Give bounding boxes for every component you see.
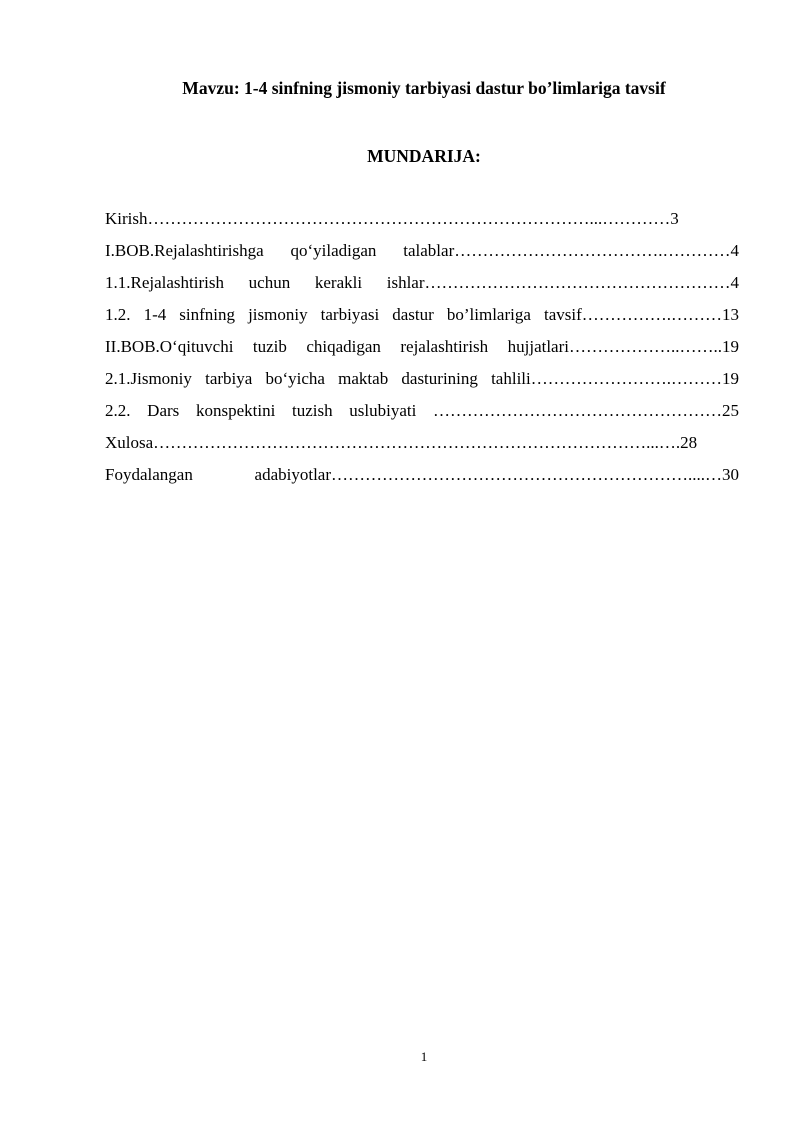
toc-entry-chapter-2[interactable]: II.BOB.O‘qituvchi tuzib chiqadigan rejalashtirish hujjatlari………………..……..19 [105,337,739,356]
page-number: 1 [420,1049,428,1064]
toc-entry-adabiyotlar[interactable]: Foydalangan adabiyotlar………………………………………………………....…30 [105,465,739,484]
toc-entry-xulosa[interactable]: Xulosa……………………………………………………………………………...….28 [105,433,698,452]
document-title: Mavzu: 1-4 sinfning jismoniy tarbiyasi dastur bo’limlariga tavsif [182,78,666,98]
table-of-contents [105,207,739,495]
toc-entry-section-2-2[interactable]: 2.2. Dars konspektini tuzish uslubiyati ……………………………………………25 [105,401,739,420]
toc-entry-chapter-1[interactable]: I.BOB.Rejalashtirishga qo‘yiladigan talablar……………………………….…………4 [105,241,739,260]
toc-heading: MUNDARIJA: [367,146,481,166]
toc-entry-kirish[interactable]: Kirish……………………………………………………………………...…………3 [105,209,679,228]
toc-entry-section-2-1[interactable]: 2.1.Jismoniy tarbiya bo‘yicha maktab dasturining tahlili…………………….………19 [105,369,739,388]
toc-entry-section-1-1[interactable]: 1.1.Rejalashtirish uchun kerakli ishlar………………………………………………4 [105,273,739,292]
toc-entry-section-1-2[interactable]: 1.2. 1-4 sinfning jismoniy tarbiyasi dastur bo’limlariga tavsif…………….………13 [105,305,739,324]
